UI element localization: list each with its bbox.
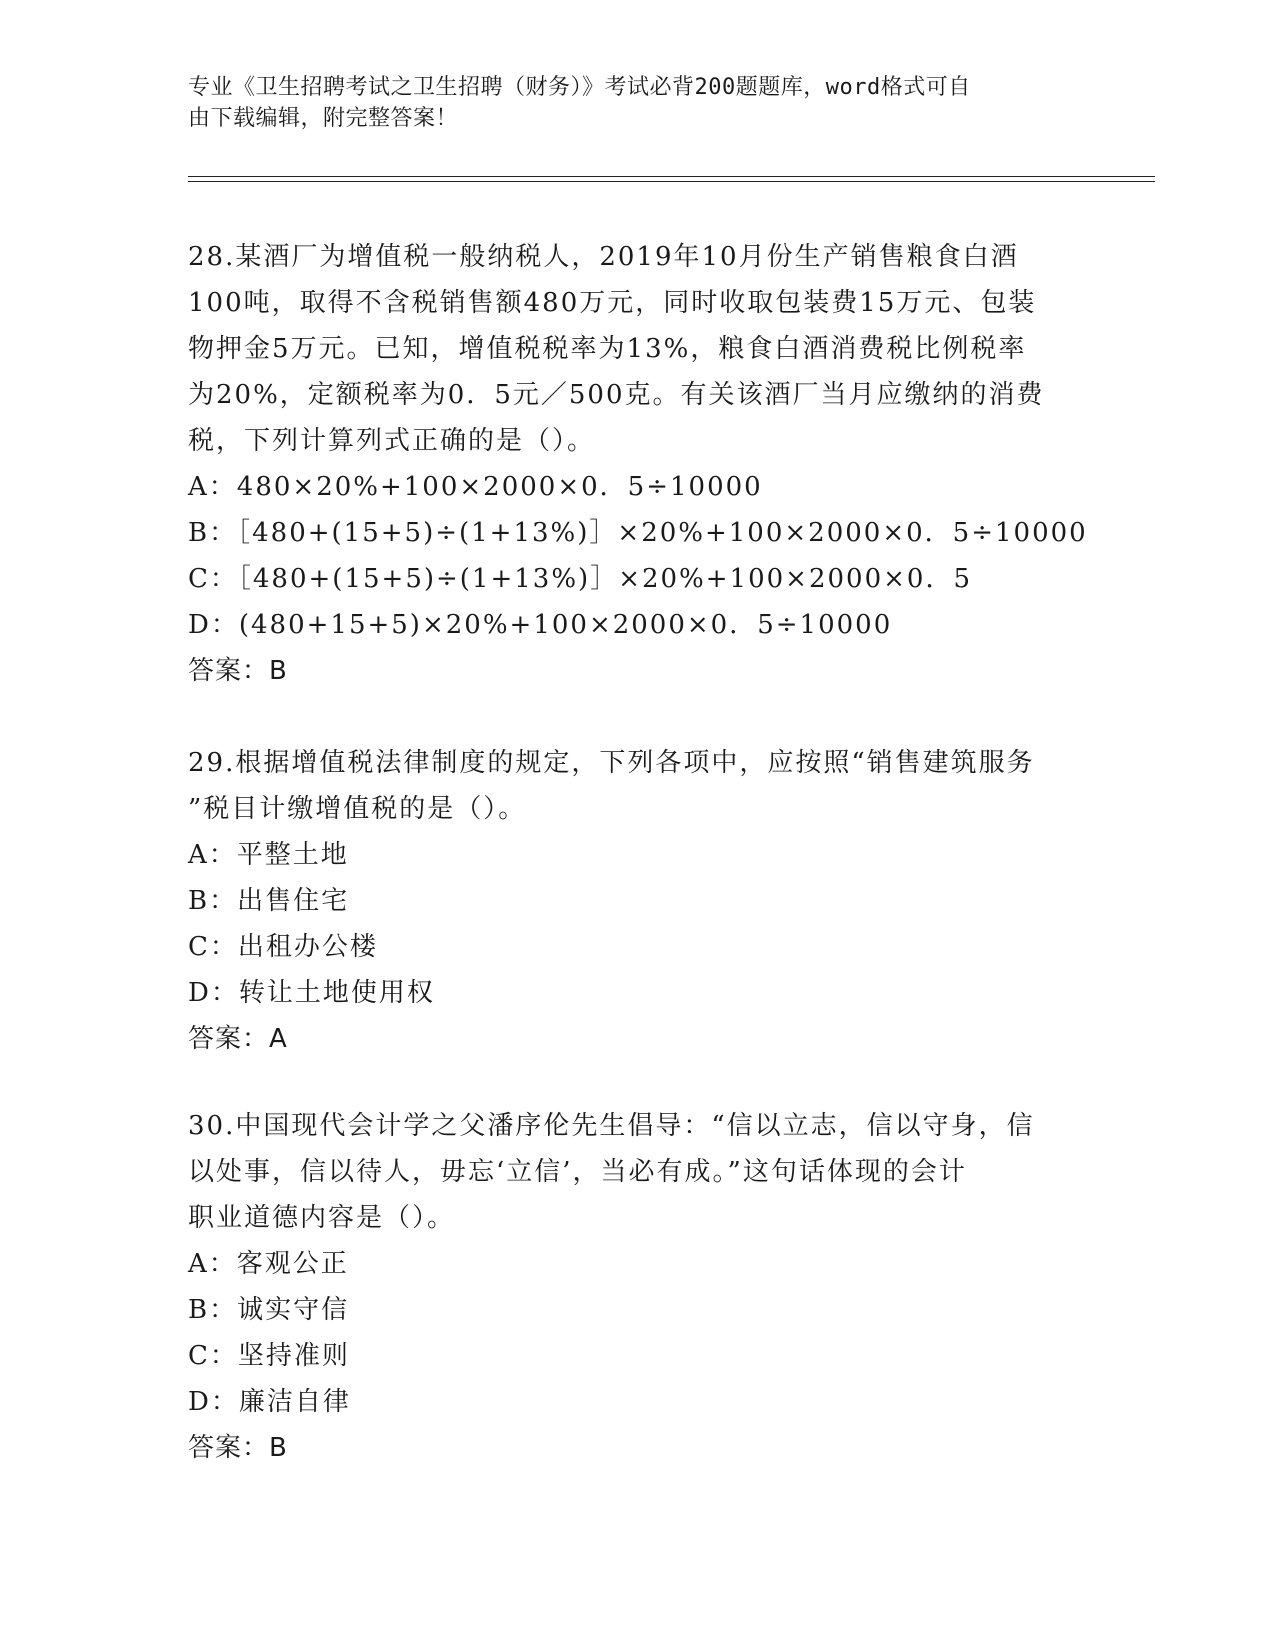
header-line: 专业《卫生招聘考试之卫生招聘（财务）》考试必背200题题库，word格式可自 [188,75,971,100]
option-b: B：出售住宅 [188,886,350,916]
option-c: C：出租办公楼 [188,932,378,962]
question-text-line: 30.中国现代会计学之父潘序伦先生倡导：“信以立志，信以守身，信 [188,1111,1035,1141]
question-text-line: 29.根据增值税法律制度的规定，下列各项中，应按照“销售建筑服务 [188,748,1035,778]
question-text-line: 为20%，定额税率为0．5元／500克。有关该酒厂当月应缴纳的消费 [188,380,1045,410]
option-d: D：廉洁自律 [188,1387,351,1417]
option-a: A：480×20%+100×2000×0．5÷10000 [188,472,763,502]
question-text-line: 职业道德内容是（）。 [188,1203,456,1233]
option-c: C：坚持准则 [188,1341,350,1371]
option-d: D：转让土地使用权 [188,978,435,1008]
header-divider-bottom [188,181,1155,182]
question-text-line: 100吨，取得不含税销售额480万元，同时收取包装费15万元、包装 [188,288,1037,318]
answer-line: 答案：A [188,1024,288,1054]
header-line: 由下载编辑，附完整答案！ [188,106,459,131]
question-text-line: ”税目计缴增值税的是（）。 [188,794,527,824]
document-header [188,72,1088,134]
question-29 [188,740,1088,1062]
option-b: B：诚实守信 [188,1295,350,1325]
header-divider-top [188,176,1155,177]
question-30 [188,1103,1088,1471]
option-d: D：(480+15+5)×20%+100×2000×0．5÷10000 [188,610,893,640]
answer-line: 答案：B [188,1433,288,1463]
question-text-line: 28.某酒厂为增值税一般纳税人，2019年10月份生产销售粮食白酒 [188,242,1019,272]
question-text-line: 以处事，信以待人，毋忘‘立信’，当必有成。”这句话体现的会计 [188,1157,967,1187]
question-28 [188,234,1088,694]
option-c: C：［480+(15+5)÷(1+13%)］×20%+100×2000×0．5 [188,564,972,594]
question-text-line: 税，下列计算列式正确的是（）。 [188,426,596,456]
answer-line: 答案：B [188,656,288,686]
option-a: A：客观公正 [188,1249,349,1279]
question-text-line: 物押金5万元。已知，增值税税率为13%，粮食白酒消费税比例税率 [188,334,1027,364]
option-a: A：平整土地 [188,840,349,870]
option-b: B：［480+(15+5)÷(1+13%)］×20%+100×2000×0．5÷10000 [188,518,1088,548]
